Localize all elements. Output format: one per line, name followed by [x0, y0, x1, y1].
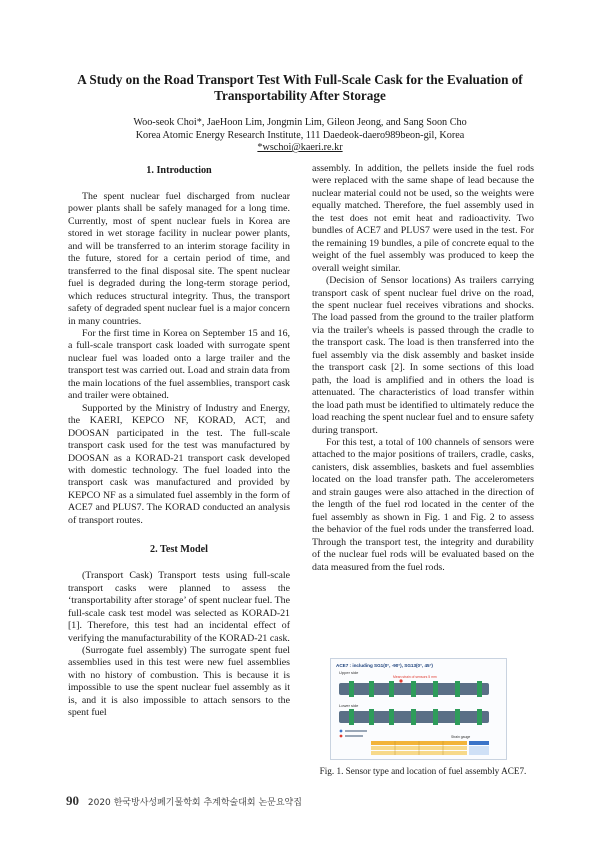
figure-lower-label: Lower side: [339, 703, 359, 708]
figure-upper-label: Upper side: [339, 670, 359, 675]
model-paragraph-1: (Transport Cask) Transport tests using full-scale transport casks were planned to assess the ‘transportability after storage’ of spent nuclear fuel. The full-scale cask test model was selected as KORAD-21 [1]. Therefore, this test had an incidental effect of verifying the manufacturability of the KORAD-21 cask.: [68, 570, 290, 644]
section-heading-test-model: 2. Test Model: [149, 544, 208, 556]
author-names: Woo-seok Choi*, JaeHoon Lim, Jongmin Lim, Gileon Jeong, and Sang Soon Cho: [133, 117, 467, 128]
figure-legend-label: Strain gauge: [451, 735, 471, 739]
section-heading-introduction: 1. Introduction: [146, 165, 212, 176]
right-paragraph-1: assembly. In addition, the pellets inside the fuel rods were replaced with the same shape of lead because the nuclear material could not be used, so the weights were equally matched. Therefore, the fuel assembly used in the test does not emit heat and radioactivity. Two bundles of ACE7 and PLUS7 were used in the test. For the remaining 19 bundles, a pile of concrete equal to the weight of the fuel assembly was produced to keep the overall weight similar.: [312, 163, 534, 274]
figure-note: Mean strain of sensors 5 mm: [393, 675, 437, 679]
intro-paragraph-2: For the first time in Korea on September 15 and 16, a full-scale transport cask loaded with surrogate spent nuclear fuel was loaded onto a large trailer and the transport test was carried out. Load and strain data from the main locations of the fuel assemblies, transport cask and trailer were obtained.: [68, 327, 290, 402]
author-email[interactable]: *wschoi@kaeri.re.kr: [257, 142, 343, 153]
upper-sensor-marker: [399, 679, 402, 682]
intro-paragraph-3: Supported by the Ministry of Industry and Energy, the KAERI, KEPCO NF, KORAD, ACT, and DOOSAN participated in the test. The full-scale transport cask used for the test was manufactured by DOOSAN as a KORAD-21 transport cask developed with domestic technology. The fuel loaded into the transport cask was manufactured and provided by KEPCO NF as a simulated fuel assembly in the form of ACE7 and PLUS7. The KORAD conducted an analysis of transport routes.: [68, 402, 290, 526]
page-footer: [66, 793, 302, 809]
intro-paragraph-1: The spent nuclear fuel discharged from nuclear power plants shall be safely managed for a long time. Currently, most of spent nuclear fuels in Korea are stored in wet storage facility in nuclear power plants, and will be transferred to an interim storage facility in the future, stored for a certain period of time, and transferred to the final disposal site. The spent nuclear fuel is degraded during the long-term storage period, which reduces structural integrity. Thus, the transport safety of degraded spent nuclear fuel is a major concern in many countries.: [68, 191, 290, 327]
sensor-location-table: [371, 741, 489, 755]
paper-title: [60, 72, 540, 104]
figure-header-text: ACE7 : including SG1(0°, -90°), SG13(0°, 45°): [336, 663, 433, 668]
title-line-1: A Study on the Road Transport Test With Full-Scale Cask for the Evaluation of: [77, 72, 523, 87]
right-paragraph-2: (Decision of Sensor locations) As trailers carrying transport cask of spent nuclear fuel drive on the road, the spent nuclear fuel receives vibrations and shocks. The load passed from the ground to the trailer platform via the trailer's wheels is passed through the cradle to the transport cask. The load is then transferred into the fuel assembly via the disk assembly and basket inside the transport cask [2]. In some sections of this load path, the load is amplified and in others the load is attenuated. The characteristics of load transfer within the load path must be identified to ultimately reduce the load reaching the spent nuclear fuel and to ensure safety during transport.: [312, 275, 534, 436]
model-paragraph-2: (Surrogate fuel assembly) The surrogate spent fuel assemblies used in this test were new fuel assemblies with no history of combustion. This is because it is impossible to use the spent nuclear fuel assembly as it is, and it is also impossible to attach sensors to the spent fuel: [68, 644, 290, 719]
figure-caption: Fig. 1. Sensor type and location of fuel assembly ACE7.: [319, 766, 527, 776]
right-paragraph-3: For this test, a total of 100 channels of sensors were attached to the major positions of trailers, cradle, casks, canisters, disk assemblies, baskets and fuel assemblies located on the load transfer path. The accelerometers and strain gauges were also attached in the direction of the length of the fuel rod located in the center of the fuel assembly as shown in Fig. 1 and Fig. 2 to assess the behavior of the fuel rods under the transferred load. Through the transport test, the integrity and durability of the nuclear fuel rods will be evaluated based on the data measured from the fuel rods.: [312, 436, 534, 573]
author-block: [60, 117, 540, 155]
legend-dot: [340, 730, 343, 733]
page-number: 90: [66, 793, 79, 808]
footer-text: 2020 한국방사성폐기물학회 추계학술대회 논문요약집: [87, 798, 302, 808]
title-line-2: Transportability After Storage: [214, 88, 386, 103]
figure-sensor-layout: [330, 658, 507, 760]
right-column: [312, 163, 534, 574]
sensor-layout-diagram: [331, 659, 506, 759]
author-affiliation: Korea Atomic Energy Research Institute, 111 Daedeok-daero989beon-gil, Korea: [135, 129, 465, 141]
left-column: [68, 160, 290, 720]
